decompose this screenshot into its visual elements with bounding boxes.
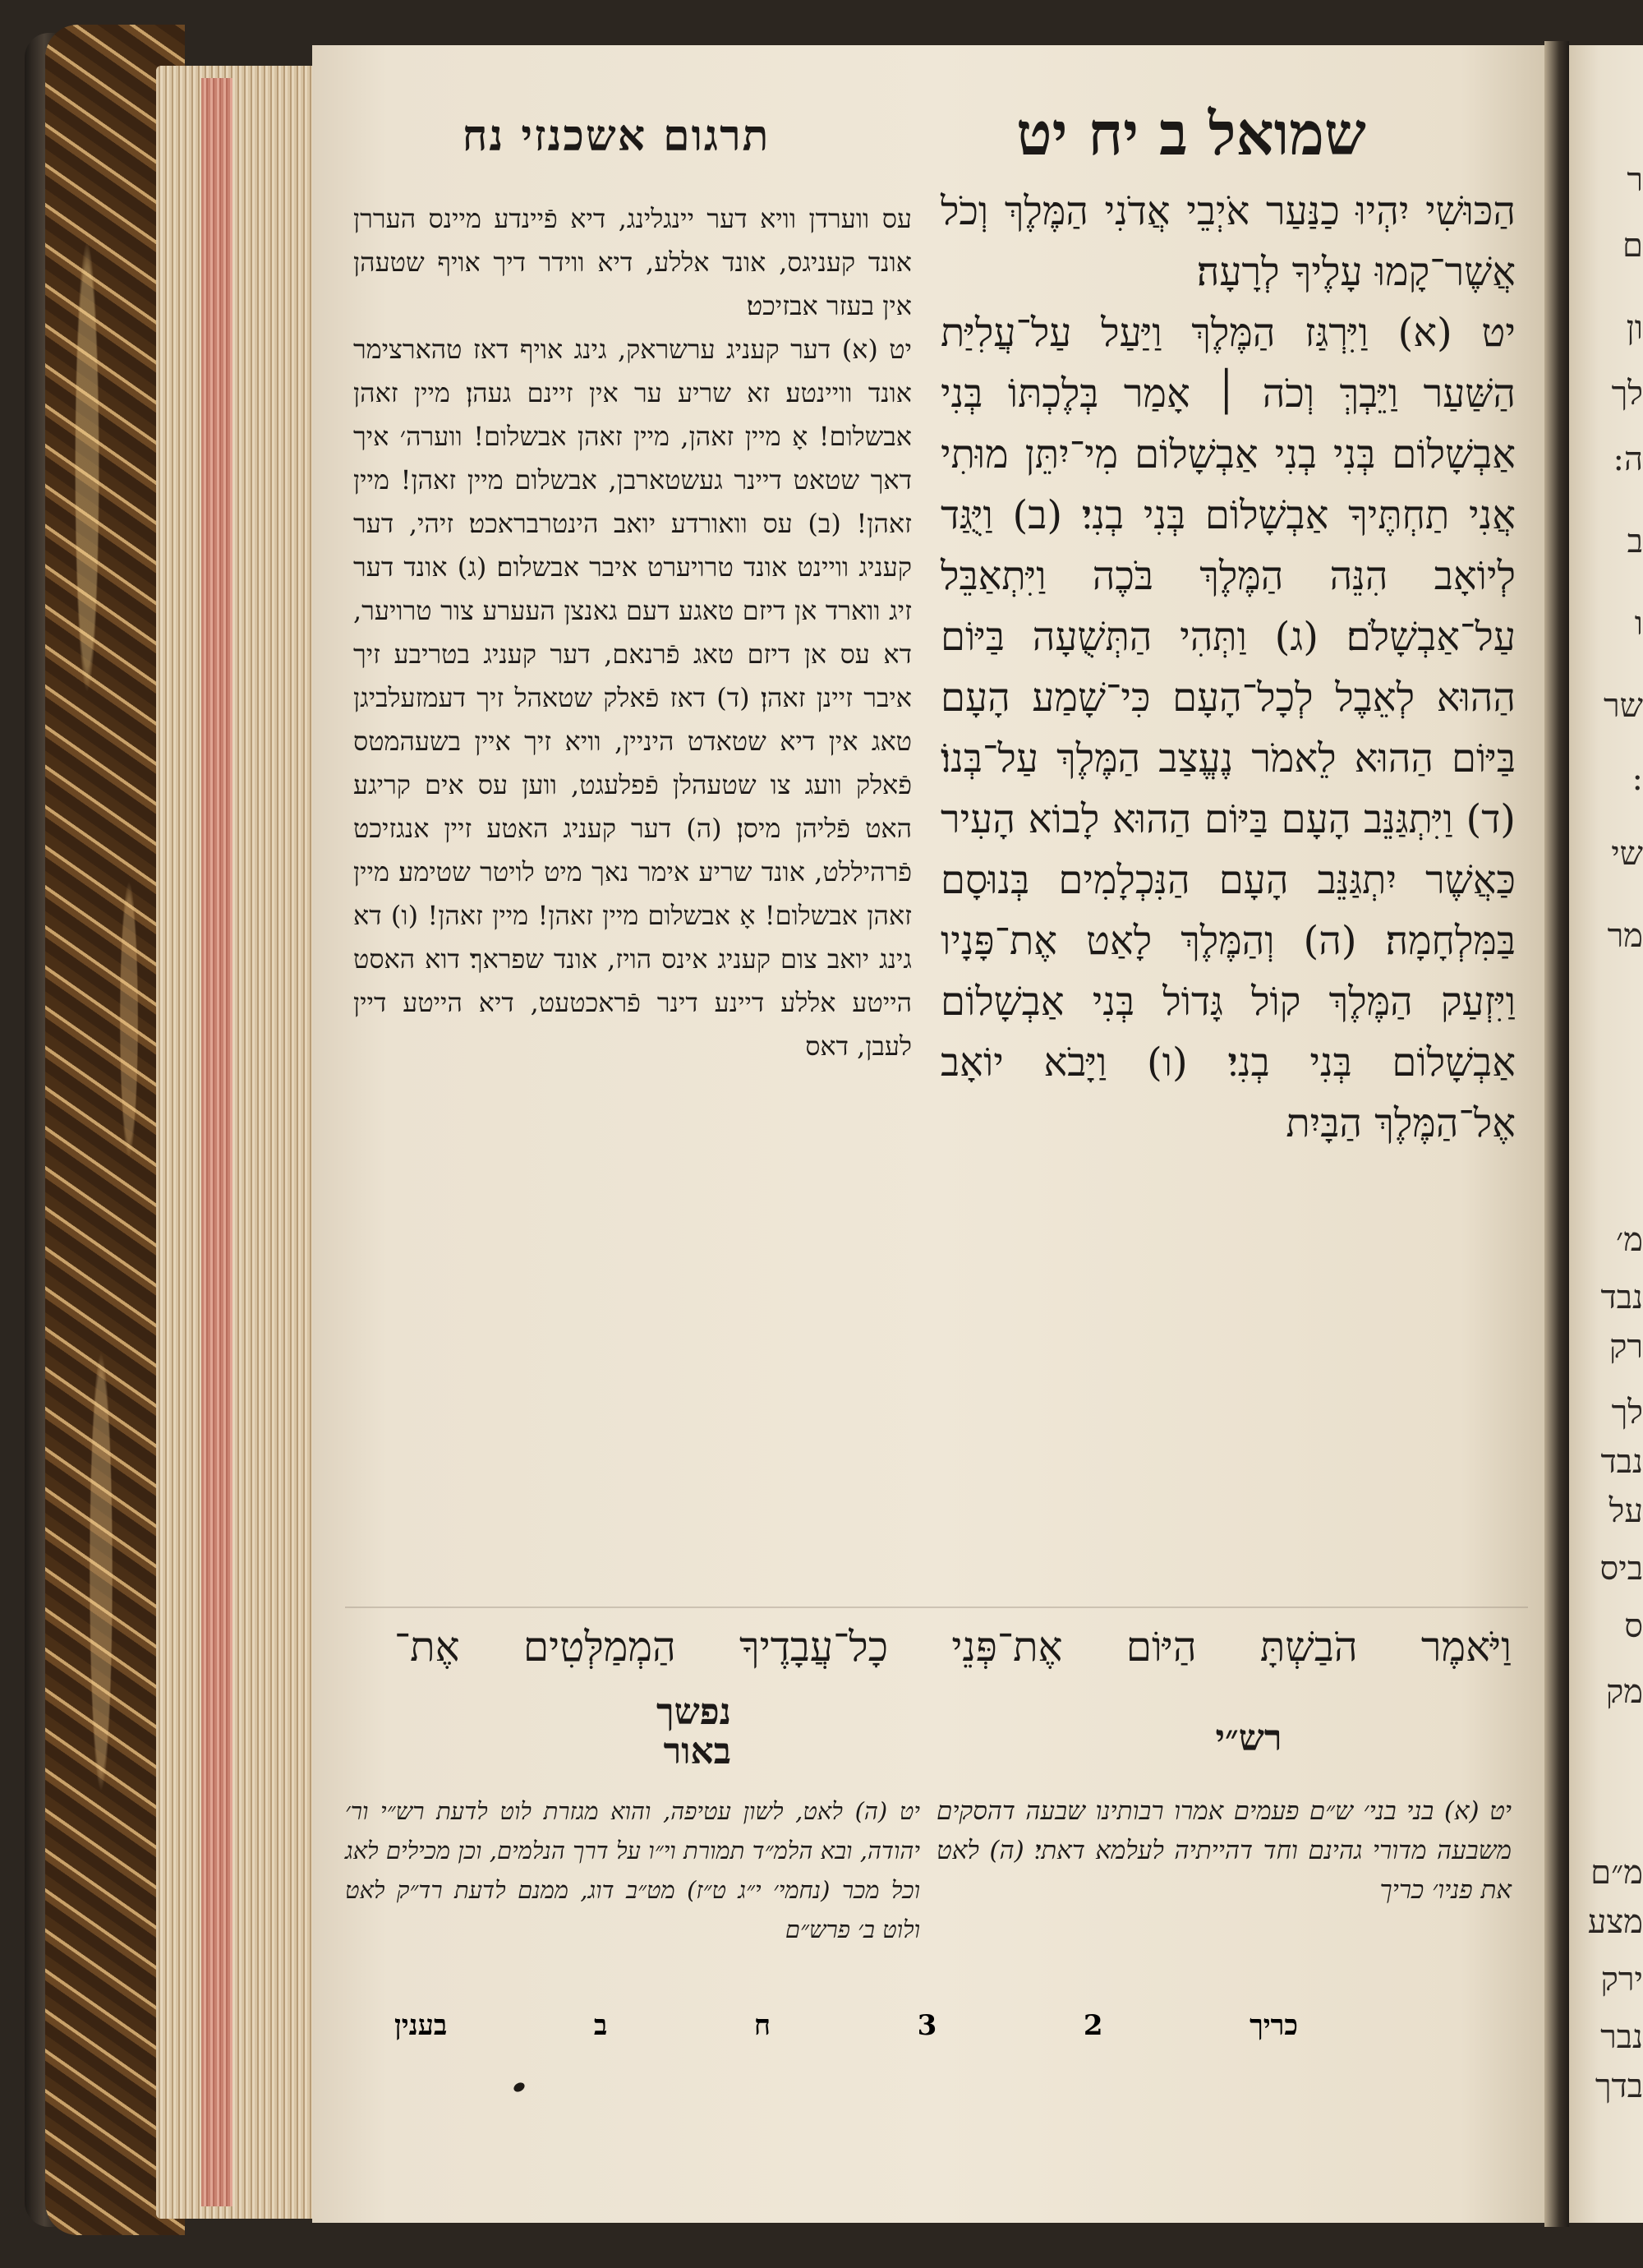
facing-page-fragment: נבר: [1600, 2018, 1643, 2056]
biur-heading: באור: [663, 1731, 731, 1772]
facing-page-sliver: [1569, 45, 1643, 2223]
catchword-nafshecha: נפשך: [656, 1691, 731, 1733]
signature-mark-5: ב: [593, 2009, 608, 2042]
column-divider: [345, 1606, 1528, 1608]
facing-page-fragment: ס: [1624, 1607, 1643, 1645]
facing-page-fragment: ביס: [1599, 1550, 1643, 1588]
facing-page-fragment: ירק: [1600, 1961, 1643, 1998]
full-width-verse-line: וַיֹּאמֶר הֹבַשְׁתָּ הַיּוֹם אֶת־פְּנֵי כָל־עֲבָדֶיךָ הַמְמַלְּטִים אֶת־: [394, 1623, 1512, 1671]
translation-paragraph-1: עס ווערדן וויא דער יינגלינג, דיא פֿיינדע מיינס העררן אונד קעניגס, אונד אללע, דיא ווידר דיך אויף שטעהן אין בעזר אבזיכט׃: [353, 203, 912, 321]
facing-page-fragment: ם: [1622, 227, 1643, 265]
running-header-book: שמואל ב יח יט: [1016, 99, 1366, 168]
book-gutter: [1544, 41, 1569, 2227]
translation-paragraph-2: יט (א) דער קעניג ערשראק, גינג אויף דאז טהארצימר אונד וויינטע׃ זא שריע ער אין זיינם געהן׃ מיין זאהן אבשלום! אָ מיין זאהן, מיין זאהן אבשלום! ווערה׳ איך דאך שטאט דיינר געשטארבן, אבשלום מיין זאהן! מיין זאהן! (ב) עס וואורדע יואב הינטרבראכט׃ זיהי, דער קעניג וויינט אונד טרויערט איבר אבשלום׃ (ג) אונד דער זיג ווארד אן דיזם טאגע דעם גאנצן העערע צור טרויער, דא עס אן דיזם טאג פֿרנאם, דער קעניג בטריבע זיך איבר זיינן זאהן׃ (ד) דאז פֿאלק שטאהל זיך דעמזעלביגן טאג אין דיא שטאדט היניין, וויא זיך איין בשעהמטס פֿאלק וועג צו שטעהלן פֿפלעגט, ווען עס אים קריגע האט פֿליהן מיסן׃ (ה) דער קעניג האטע זיין אנגזיכט פֿרהיללט, אונד שריע אימר נאך מיט לויטר שטימע׃ מיין זאהן אבשלום! אָ אבשלום מיין זאהן! מיין זאהן! (ו) דא גינג יואב צום קעניג אינס הויז, אונד שפראך׃ דוא האסט הייטע אללע דיינע דינר פֿראכטעט, דיא הייטע דיין לעבן, דאס: [353, 334, 912, 1062]
signature-mark-1: כריך: [1250, 2009, 1298, 2042]
facing-page-fragment: :: [1631, 760, 1643, 798]
signature-mark-4: ח: [753, 2009, 771, 2042]
facing-page-fragment: לך: [1611, 375, 1643, 413]
red-page-edge: [201, 78, 232, 2206]
facing-page-fragment: ה:: [1613, 440, 1643, 478]
facing-page-fragment: ב: [1627, 523, 1643, 560]
translation-column: [353, 197, 912, 1068]
facing-page-fragment: מ׳: [1616, 1221, 1643, 1259]
facing-page-fragment: נבד: [1600, 1279, 1643, 1316]
facing-page-fragment: רק: [1608, 1328, 1643, 1366]
facing-page-fragment: לך: [1611, 1394, 1643, 1431]
biur-commentary: יט (ה) לאט, לשון עטיפה, והוא מגזרת לוט לדעת רש״י ור׳ יהודה, ובא הלמ״ד תמורת וי״ו על דרך הנלמים, וכן מכילים לאג וכל מכר (נחמי׳ י״ג ט״ז) מט״ב דוג, ממנם לדעת רד״ק לאט ולוט ב׳ פרש״ם: [345, 1797, 920, 1943]
signature-line: [394, 2009, 1298, 2042]
facing-page-fragment: על: [1608, 1492, 1643, 1530]
rashi-heading: רש״י: [1215, 1717, 1282, 1759]
facing-page-fragment: נבד: [1600, 1443, 1643, 1481]
facing-page-fragment: מצע: [1587, 1903, 1643, 1941]
facing-page-fragment: שי: [1611, 835, 1643, 873]
signature-catchword: בענין: [394, 2009, 448, 2042]
facing-page-fragment: שר: [1604, 687, 1643, 725]
facing-page-fragment: מ״ם: [1590, 1854, 1643, 1892]
facing-page-fragment: מק: [1605, 1673, 1643, 1711]
facing-page-fragment: ר: [1627, 161, 1643, 199]
rashi-commentary: יט (א) בני בני׳ ש״ם פעמים אמרו רבותינו שבעה דהסקים משבעה מדורי גהינם וחד דהייתיה לעלמא דאתי׃ (ה) לאט את פניו׳ כריך: [937, 1796, 1512, 1905]
facing-page-fragment: מר: [1607, 917, 1643, 955]
biur-heading-block: [526, 1693, 731, 1772]
facing-page-fragment: בדך: [1595, 2067, 1643, 2105]
hebrew-text-column: [941, 181, 1516, 1154]
running-header-targum: תרגום אשכנזי נח: [462, 111, 771, 161]
page-block-edge: [156, 66, 320, 2219]
hebrew-paragraph-1: הַכּוּשִׁי יִהְיוּ כַנַּעַר אֹיְבֵי אֲדֹנִי הַמֶּלֶךְ וְכֹל אֲשֶׁר־קָמוּ עָלֶיךָ לְרָעָה׃: [941, 188, 1516, 295]
hebrew-paragraph-2: יט (א) וַיִּרְגַּז הַמֶּלֶךְ וַיַּעַל עַל־עֲלִיַּת הַשַּׁעַר וַיֵּבְךְּ וְכֹה ׀ אָמַר בְּלֶכְתּוֹ בְּנִי אַבְשָׁלוֹם בְּנִי בְנִי אַבְשָׁלוֹם מִי־יִתֵּן מוּתִי אֲנִי תַחְתֶּיךָ אַבְשָׁלוֹם בְּנִי בְנִי׃ (ב) וַיֻּגַּד לְיוֹאָב הִנֵּה הַמֶּלֶךְ בֹּכֶה וַיִּתְאַבֵּל עַל־אַבְשָׁלֹם׃ (ג) וַתְּהִי הַתְּשֻׁעָה בַּיּוֹם הַהוּא לְאֵבֶל לְכָל־הָעָם כִּי־שָׁמַע הָעָם בַּיּוֹם הַהוּא לֵאמֹר נֶעֱצַב הַמֶּלֶךְ עַל־בְּנוֹ׃ (ד) וַיִּתְגַּנֵּב הָעָם בַּיּוֹם הַהוּא לָבוֹא הָעִיר כַּאֲשֶׁר יִתְגַּנֵּב הָעָם הַנִּכְלָמִים בְּנוּסָם בַּמִּלְחָמָה׃ (ה) וְהַמֶּלֶךְ לָאַט אֶת־פָּנָיו וַיִּזְעַק הַמֶּלֶךְ קוֹל גָּדוֹל בְּנִי אַבְשָׁלוֹם אַבְשָׁלוֹם בְּנִי בְנִי׃ (ו) וַיָּבֹא יוֹאָב אֶל־הַמֶּלֶךְ הַבָּיִת: [941, 310, 1516, 1146]
facing-page-fragment: ו: [1634, 605, 1643, 643]
signature-mark-3: 3: [917, 2009, 937, 2042]
signature-mark-2: 2: [1083, 2009, 1103, 2042]
facing-page-fragment: ון: [1626, 309, 1643, 347]
